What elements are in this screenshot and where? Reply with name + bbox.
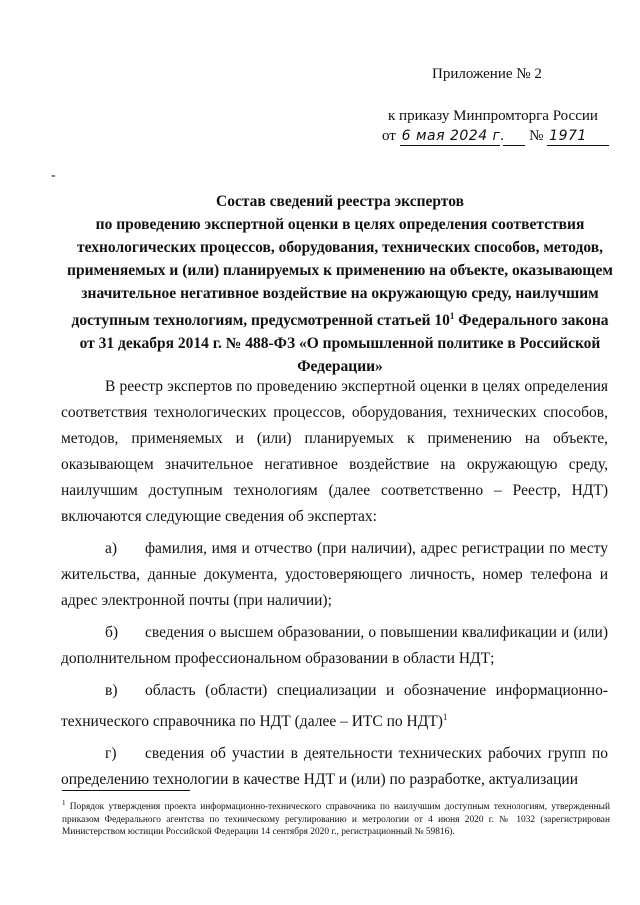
title-superscript: 1 — [449, 311, 455, 321]
footnote-text: Порядок утверждения проекта информационно-технического справочника по наилучшим доступным технологиям, утвержденный приказом Федерального агентства по техническому регулированию и метрологии от 4 июня 2020 г. № 1032 (зарегистрирован Министерством юстиции Российской Федерации 14 сентября 2020 г., регистрационный № 59816). — [62, 802, 610, 838]
list-item-letter: а) — [105, 540, 118, 557]
title-line: применяемых и (или) планируемых к применению на объекте, оказывающем — [67, 262, 613, 279]
list-item-letter: б) — [105, 624, 119, 641]
title-line: по проведению экспертной оценки в целях определения соответствия — [95, 216, 585, 233]
order-date-handwritten: 6 мая 2024 г. — [401, 128, 506, 144]
title-line: технологических процессов, оборудования, технических способов, методов, — [77, 239, 603, 256]
title-line: Состав сведений реестра экспертов — [216, 193, 464, 210]
list-item-letter: в) — [105, 682, 118, 699]
list-item-b — [61, 620, 608, 672]
list-item-text: фамилия, имя и отчество (при наличии), адрес регистрации по месту жительства, данные документа, удостоверяющего личность, номер телефона и адрес электронной почты (при наличии); — [61, 540, 608, 609]
list-item-g — [61, 741, 608, 793]
title-line: Федерации» — [297, 358, 383, 376]
order-number-handwritten: 1971 — [547, 128, 609, 146]
title-line: от 31 декабря 2014 г. № 488-ФЗ «О промышленной политике в Российской — [79, 335, 601, 353]
footnote-divider — [62, 790, 190, 791]
list-item-letter: г) — [105, 745, 117, 763]
title-line: доступным технологиям, предусмотренной статьей $10^1$ Федерального закона — [71, 311, 609, 330]
order-date-number-line — [382, 128, 609, 146]
margin-mark: - — [51, 168, 56, 183]
order-number-sign: № — [529, 128, 544, 144]
list-item-text: сведения об участии в деятельности технических рабочих групп по определению технологии в качестве НДТ и (или) по разработке, актуализации — [61, 745, 608, 789]
document-title — [60, 190, 620, 378]
title-line: значительное негативное воздействие на окружающую среду, наилучшим — [81, 285, 599, 302]
footnote — [62, 797, 610, 839]
list-item-a — [61, 536, 608, 614]
document-body — [61, 374, 608, 793]
footnote-mark: 1 — [62, 799, 66, 807]
order-date-blank — [503, 128, 525, 146]
list-item-text: область (области) специализации и обозначение информационно-технического справочника по НДТ (далее – ИТС по НДТ) — [61, 682, 608, 731]
list-item-text: сведения о высшем образовании, о повышении квалификации и (или) дополнительном профессиональном образовании в области НДТ; — [61, 624, 608, 667]
order-reference: к приказу Минпромторга России — [388, 108, 598, 124]
intro-paragraph: В реестр экспертов по проведению экспертной оценки в целях определения соответствия технологических процессов, оборудования, технических способов, методов, применяемых и (или) планируемых к применению на объекте, оказывающем значительное негативное воздействие на окружающую среду, наилучшим доступным технологиям (далее соответственно – Реестр, НДТ) включаются следующие сведения об экспертах: — [61, 378, 608, 525]
order-date-prefix: от — [382, 128, 396, 144]
list-item-v — [61, 678, 608, 735]
footnote-reference: 1 — [442, 712, 448, 722]
annex-label: Приложение № 2 — [432, 66, 542, 82]
